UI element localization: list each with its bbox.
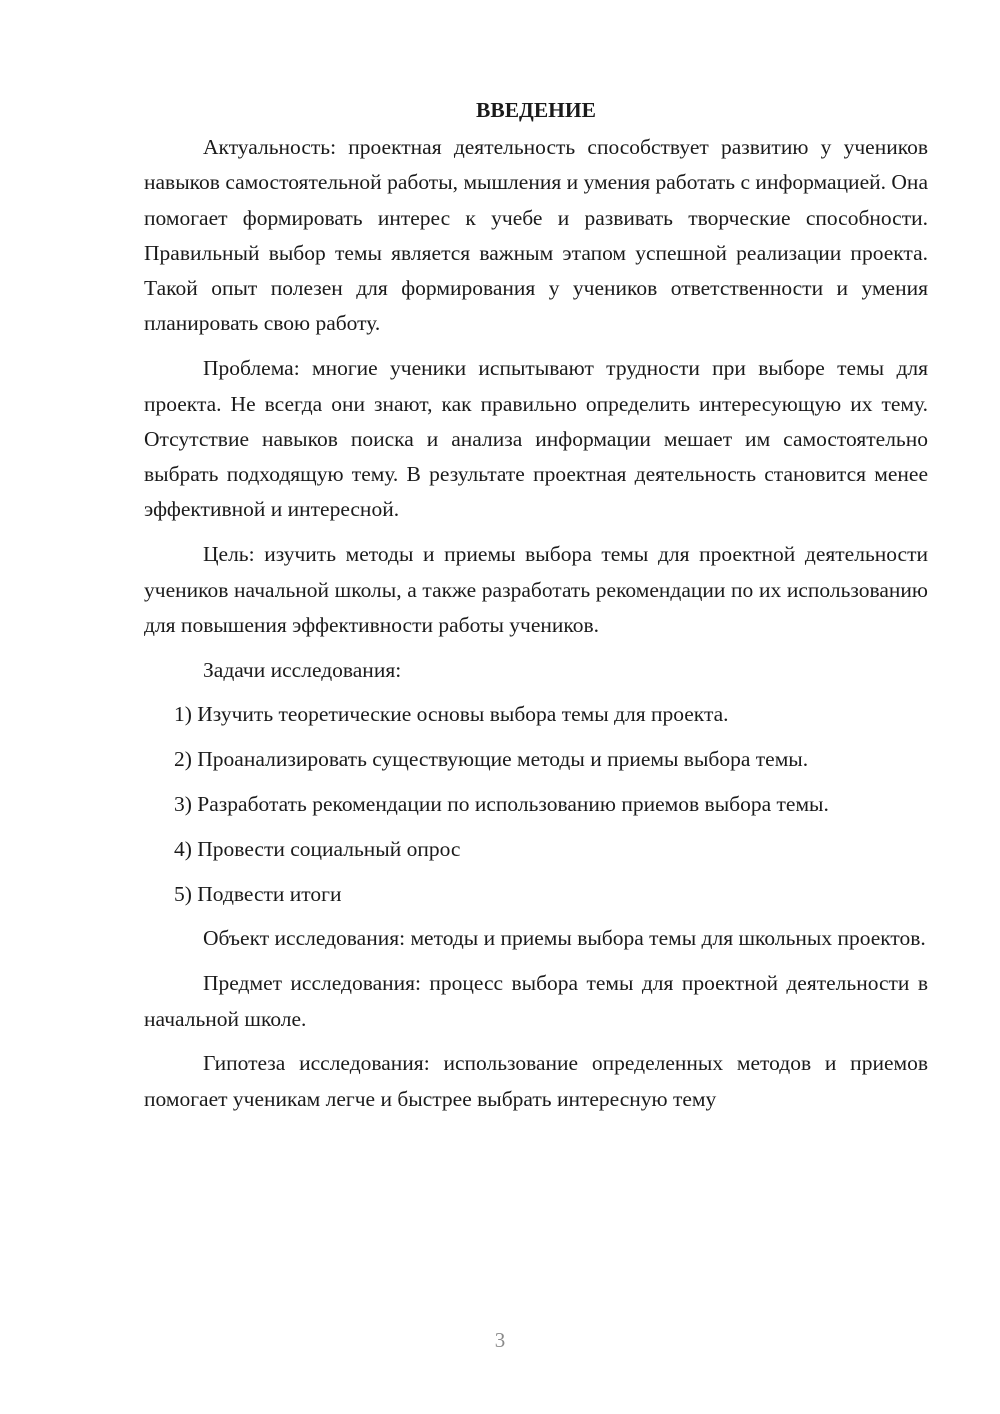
paragraph-object: Объект исследования: методы и приемы выбора темы для школьных проектов.: [203, 926, 926, 951]
section-heading: ВВЕДЕНИЕ: [476, 98, 596, 122]
task-item: 1) Изучить теоретические основы выбора темы для проекта.: [174, 702, 729, 727]
page-number: 3: [494, 1328, 506, 1352]
tasks-list: [144, 697, 928, 911]
paragraph-subject: Предмет исследования: процесс выбора темы для проектной деятельности в начальной школе.: [144, 971, 928, 1031]
task-item: 2) Проанализировать существующие методы и приемы выбора темы.: [174, 747, 809, 772]
task-item: 3) Разработать рекомендации по использованию приемов выбора темы.: [174, 792, 829, 817]
paragraph-hypothesis: Гипотеза исследования: использование определенных методов и приемов помогает ученикам легче и быстрее выбрать интересную тему: [144, 1051, 928, 1111]
paragraph-relevance: Актуальность: проектная деятельность способствует развитию у учеников навыков самостоятельной работы, мышления и умения работать с информацией. Она помогает формировать интерес к учебе и развивать творческие способности. Правильный выбор темы является важным этапом успешной реализации проекта. Такой опыт полезен для формирования у учеников ответственности и умения планировать свою работу.: [144, 135, 928, 336]
tasks-heading: Задачи исследования:: [203, 657, 402, 682]
task-item: 5) Подвести итоги: [174, 881, 342, 906]
task-item: 4) Провести социальный опрос: [174, 836, 461, 861]
page-content: [144, 94, 928, 1126]
paragraph-goal: Цель: изучить методы и приемы выбора темы для проектной деятельности учеников начальной школы, а также разработать рекомендации по их использованию для повышения эффективности работы учеников.: [144, 542, 928, 637]
paragraph-problem: Проблема: многие ученики испытывают трудности при выборе темы для проекта. Не всегда они знают, как правильно определить интересующую их тему. Отсутствие навыков поиска и анализа информации мешает им самостоятельно выбрать подходящую тему. В результате проектная деятельность становится менее эффективной и интересной.: [144, 356, 928, 522]
